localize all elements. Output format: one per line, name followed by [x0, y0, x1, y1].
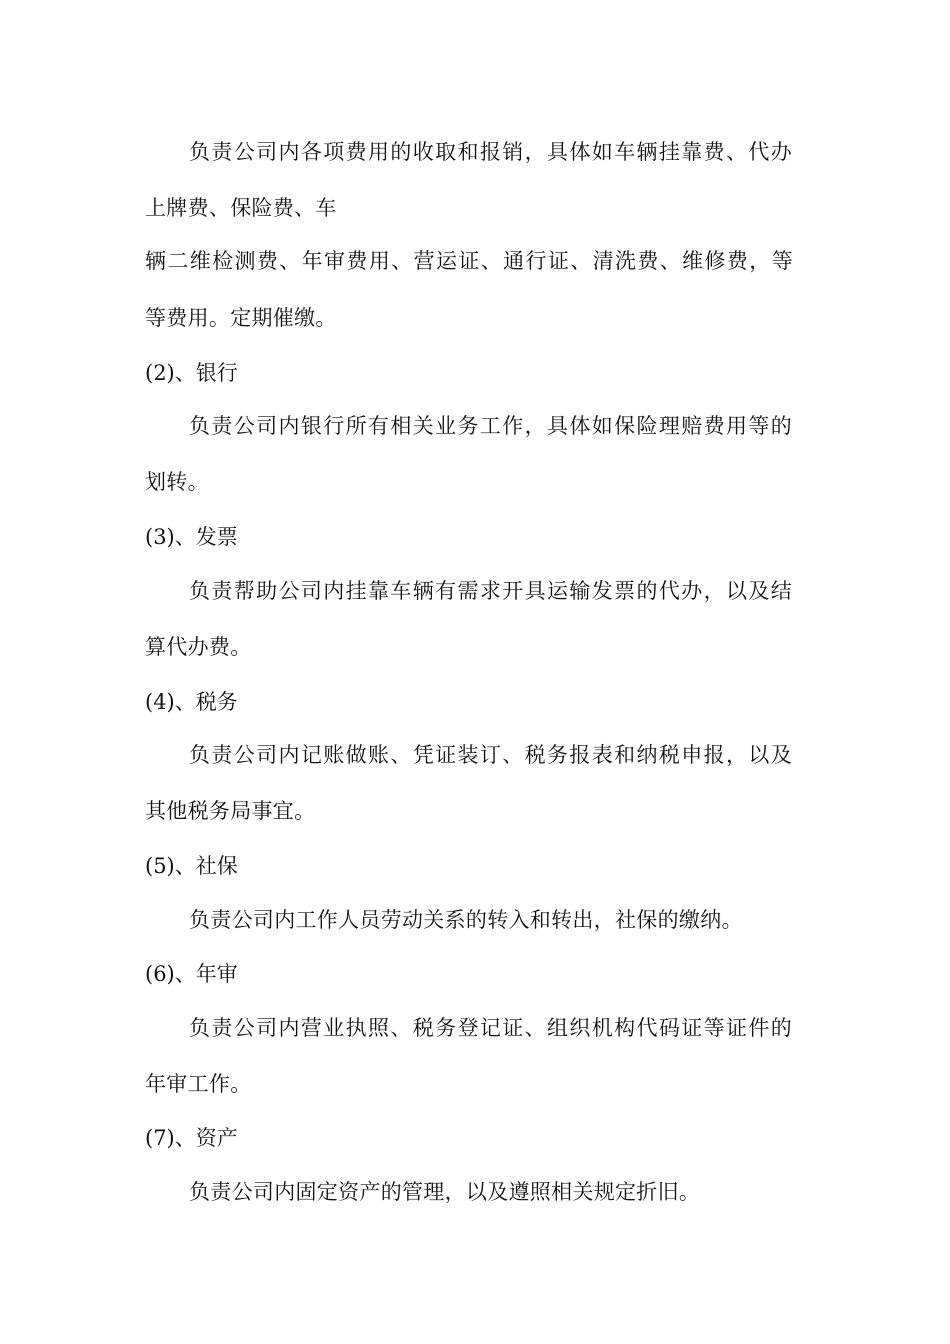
body-text-line: 负责公司内工作人员劳动关系的转入和转出，社保的缴纳。: [189, 908, 743, 932]
body-text-line: 负责公司内银行所有相关业务工作，具体如保险理赔费用等的: [189, 414, 792, 438]
body-text-line: 算代办费。: [145, 635, 252, 659]
section-heading: (2)、银行: [145, 361, 238, 385]
body-text-line: 辆二维检测费、年审费用、营运证、通行证、清洗费、维修费，等: [145, 249, 793, 273]
body-text-line: 划转。: [145, 470, 209, 494]
section-heading: (5)、社保: [145, 854, 238, 878]
section-heading: (3)、发票: [145, 525, 238, 549]
body-text-line: 等费用。定期催缴。: [145, 306, 337, 330]
body-text-line: 上牌费、保险费、车: [145, 196, 337, 220]
body-text-line: 负责公司内固定资产的管理，以及遵照相关规定折旧。: [189, 1180, 701, 1204]
body-text-line: 负责公司内营业执照、税务登记证、组织机构代码证等证件的: [189, 1016, 792, 1040]
body-text-line: 年审工作。: [145, 1072, 252, 1096]
body-text-line: 负责公司内各项费用的收取和报销，具体如车辆挂靠费、代办: [189, 140, 792, 164]
body-text-line: 负责公司内记账做账、凭证装订、税务报表和纳税申报，以及: [189, 743, 792, 767]
section-heading: (7)、资产: [145, 1126, 238, 1150]
body-text-line: 其他税务局事宜。: [145, 799, 316, 823]
section-heading: (4)、税务: [145, 690, 238, 714]
section-heading: (6)、年审: [145, 962, 238, 986]
body-text-line: 负责帮助公司内挂靠车辆有需求开具运输发票的代办，以及结: [189, 579, 792, 603]
